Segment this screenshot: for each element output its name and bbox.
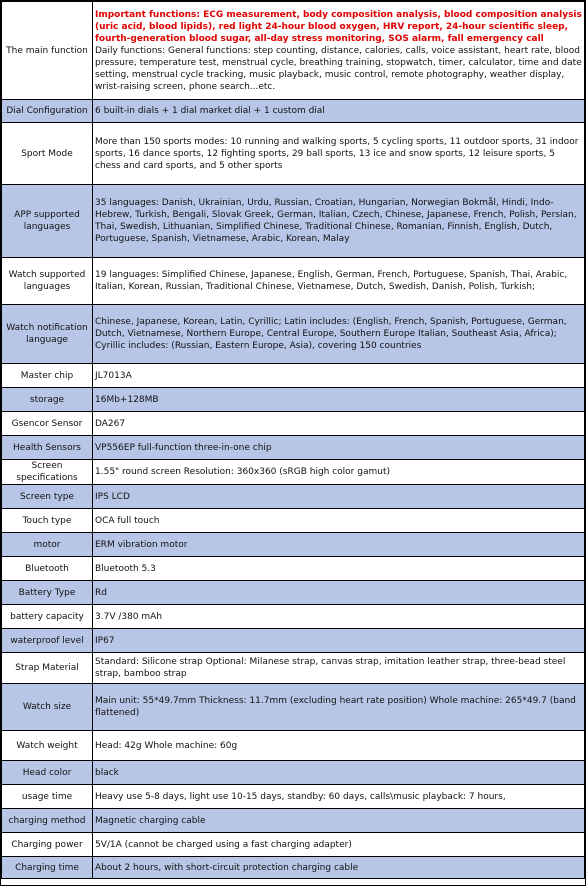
row-label: Head color: [2, 761, 93, 785]
table-row: [2, 605, 585, 629]
row-label: usage time: [2, 785, 93, 809]
row-value: 3.7V /380 mAh: [93, 605, 585, 629]
table-row: [2, 857, 585, 879]
row-label: APP supported languages: [2, 185, 93, 258]
row-value: 19 languages: Simplified Chinese, Japanese, English, German, French, Portuguese, Spanish, Thai, Arabic, Italian, Korean, Russian, Traditional Chinese, Vietnamese, Dutch, Swedish, Danish, Polish, Turkish;: [93, 258, 585, 305]
table-row: [2, 364, 585, 388]
row-value: JL7013A: [93, 364, 585, 388]
row-value: Standard: Silicone strap Optional: Milanese strap, canvas strap, imitation leather strap, three-bead steel strap, bamboo strap: [93, 653, 585, 684]
row-value: 35 languages: Danish, Ukrainian, Urdu, Russian, Croatian, Hungarian, Norwegian Bokmål, Hindi, Indo-Hebrew, Turkish, Bengali, Slovak Greek, German, Italian, Czech, Chinese, Japanese, French, Polish, Persian, Thai, Swedish, Lithuanian, Simplified Chinese, Traditional Chinese, Romanian, Finnish, English, Dutch, Portuguese, Spanish, Vietnamese, Arabic, Korean, Malay: [93, 185, 585, 258]
row-label: Watch size: [2, 684, 93, 731]
table-row: [2, 388, 585, 412]
row-label: Battery Type: [2, 581, 93, 605]
table-row: [2, 305, 585, 364]
row-value: DA267: [93, 412, 585, 436]
table-row: [2, 533, 585, 557]
row-label: Sport Mode: [2, 123, 93, 185]
row-label: Charging time: [2, 857, 93, 879]
row-value: About 2 hours, with short-circuit protection charging cable: [93, 857, 585, 879]
row-label: Screen specifications: [2, 460, 93, 485]
table-row: [2, 485, 585, 509]
table-row: [2, 731, 585, 761]
table-row: [2, 436, 585, 460]
row-value: Bluetooth 5.3: [93, 557, 585, 581]
table-row: [2, 557, 585, 581]
row-label: charging method: [2, 809, 93, 833]
table-row: [2, 509, 585, 533]
row-label: waterproof level: [2, 629, 93, 653]
table-row: [2, 258, 585, 305]
row-label: Watch supported languages: [2, 258, 93, 305]
table-row: [2, 412, 585, 436]
daily-functions: Daily functions: General functions: step counting, distance, calories, calls, voice assistant, heart rate, blood pressure, temperature test, menstrual cycle, breathing training, stopwatch, timer, calculator, time and date setting, menstrual cycle tracking, music playback, music control, remote photography, weather display, wrist-raising screen, phone search...etc.: [95, 45, 582, 92]
row-value: Main unit: 55*49.7mm Thickness: 11.7mm (excluding heart rate position) Whole machine: 265*49.7 (band flattened): [93, 684, 585, 731]
row-value: More than 150 sports modes: 10 running and walking sports, 5 cycling sports, 11 outdoor sports, 31 indoor sports, 16 dance sports, 12 fighting sports, 29 ball sports, 13 ice and snow sports, 12 leisure sports, 5 chess and card sports, and 5 other sports: [93, 123, 585, 185]
row-value: Heavy use 5-8 days, light use 10-15 days, standby: 60 days, calls\music playback: 7 hours,: [93, 785, 585, 809]
table-row: [2, 581, 585, 605]
row-value: black: [93, 761, 585, 785]
row-label: battery capacity: [2, 605, 93, 629]
row-value: Head: 42g Whole machine: 60g: [93, 731, 585, 761]
row-value: ERM vibration motor: [93, 533, 585, 557]
row-label: Watch notification language: [2, 305, 93, 364]
table-row: [2, 100, 585, 123]
row-value: Magnetic charging cable: [93, 809, 585, 833]
row-value: OCA full touch: [93, 509, 585, 533]
table-row: [2, 460, 585, 485]
row-label: Health Sensors: [2, 436, 93, 460]
row-label: Gsencor Sensor: [2, 412, 93, 436]
row-label: motor: [2, 533, 93, 557]
table-row: [2, 785, 585, 809]
row-label: The main function: [2, 2, 93, 100]
row-label: Watch weight: [2, 731, 93, 761]
row-label: Strap Material: [2, 653, 93, 684]
row-value: [93, 2, 585, 100]
table-row: [2, 761, 585, 785]
row-label: Touch type: [2, 509, 93, 533]
spec-table: [1, 1, 585, 879]
row-value: 6 built-in dials + 1 dial market dial + 1 custom dial: [93, 100, 585, 123]
important-functions: Important functions: ECG measurement, body composition analysis, blood composition analysis (uric acid, blood lipids), red light 24-hour blood oxygen, HRV report, 24-hour scientific sleep, fourth-generation blood sugar, all-day stress monitoring, SOS alarm, fall emergency call: [95, 9, 582, 44]
table-row: [2, 833, 585, 857]
row-value: Rd: [93, 581, 585, 605]
row-value: IPS LCD: [93, 485, 585, 509]
row-label: Charging power: [2, 833, 93, 857]
table-row: [2, 684, 585, 731]
row-label: Master chip: [2, 364, 93, 388]
row-value: 5V/1A (cannot be charged using a fast charging adapter): [93, 833, 585, 857]
row-value: IP67: [93, 629, 585, 653]
row-value: 16Mb+128MB: [93, 388, 585, 412]
table-row: [2, 123, 585, 185]
row-value: Chinese, Japanese, Korean, Latin, Cyrillic; Latin includes: (English, French, Spanish, Portuguese, German, Dutch, Vietnamese, Northern Europe, Central Europe, Southern Europe Italian, Southeast Asia, Africa); Cyrillic includes: (Russian, Eastern Europe, Asia), covering 150 countries: [93, 305, 585, 364]
row-value: VP556EP full-function three-in-one chip: [93, 436, 585, 460]
row-label: Screen type: [2, 485, 93, 509]
row-value: 1.55" round screen Resolution: 360x360 (sRGB high color gamut): [93, 460, 585, 485]
row-label: Bluetooth: [2, 557, 93, 581]
table-row: [2, 629, 585, 653]
row-label: Dial Configuration: [2, 100, 93, 123]
row-label: storage: [2, 388, 93, 412]
table-row: [2, 185, 585, 258]
table-row: [2, 653, 585, 684]
table-row: [2, 2, 585, 100]
table-row: [2, 809, 585, 833]
